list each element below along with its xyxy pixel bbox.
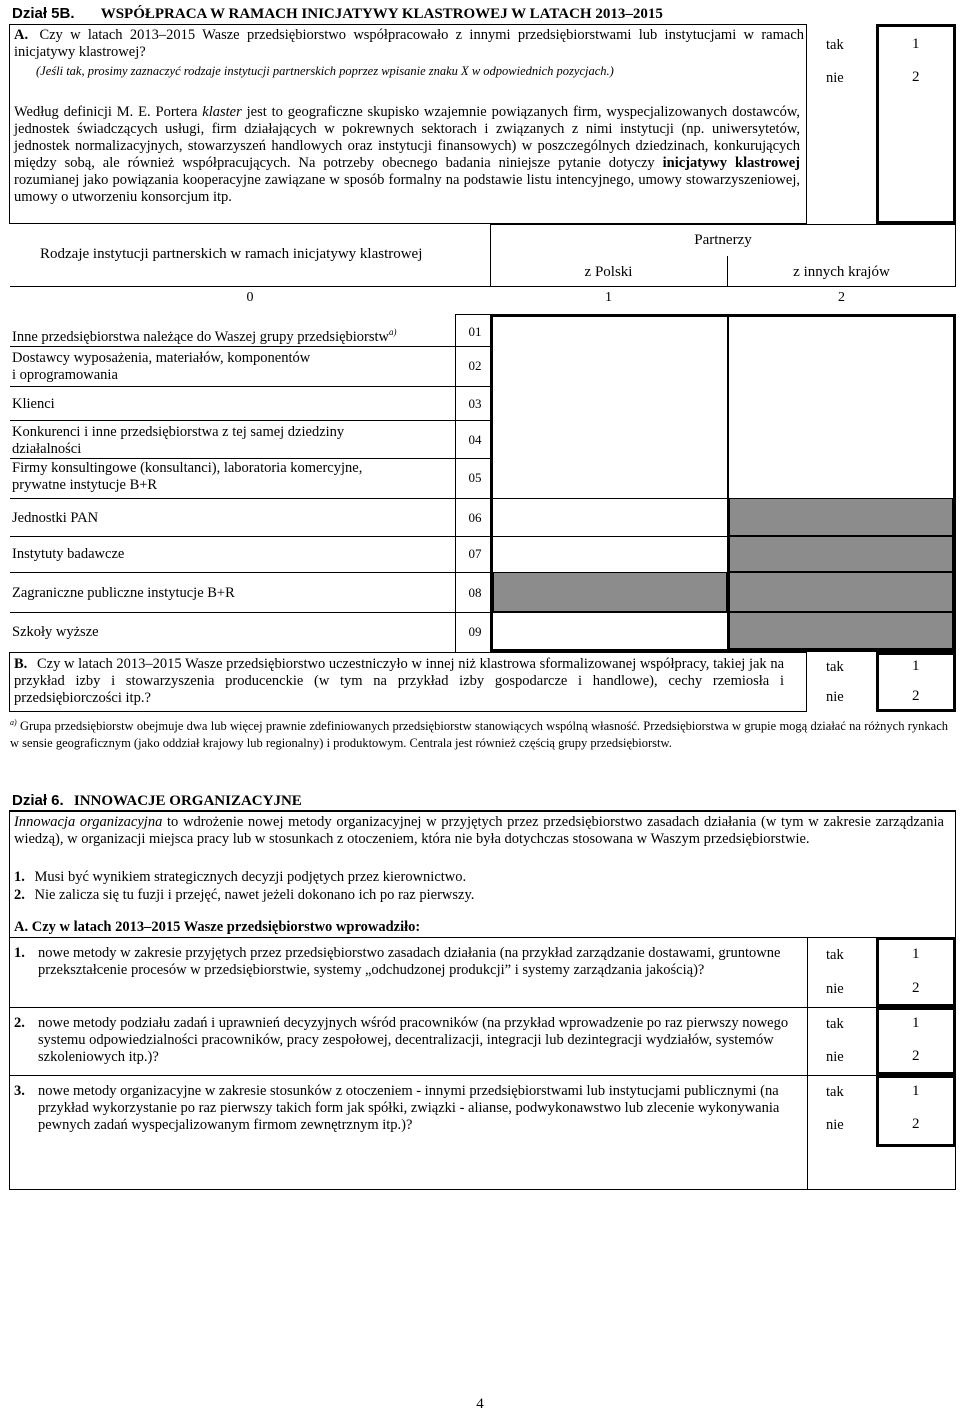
item-1-no-code: 2 bbox=[912, 980, 920, 996]
row-7-code: 07 bbox=[468, 546, 482, 561]
item-3-yes-code: 1 bbox=[912, 1083, 920, 1099]
item-1-yes-label: tak bbox=[826, 947, 844, 963]
row-2-label-a: Dostawcy wyposażenia, materiałów, komponentów bbox=[12, 350, 311, 366]
item-1-no-label: nie bbox=[826, 981, 844, 997]
table-row-5 bbox=[12, 460, 362, 494]
page-number: 4 bbox=[476, 1396, 484, 1412]
table-col-poland: z Polski bbox=[584, 264, 633, 280]
answer-a-yes-label: tak bbox=[826, 37, 844, 53]
section-6-question-a: A. Czy w latach 2013–2015 Wasze przedsiębiorstwo wprowadziło: bbox=[14, 919, 421, 935]
definition-text-3: rozumianej jako powiązania kooperacyjne zawiązane w sposób formalny na podstawie listu intencyjnego, umowy stowarzyszeniowej, umowy o utworzeniu konsorcjum itp. bbox=[14, 172, 800, 205]
row-4-label-a: Konkurenci i inne przedsiębiorstwa z tej samej dziedziny bbox=[12, 424, 345, 440]
answer-a-no-code: 2 bbox=[912, 69, 920, 85]
answer-b-yes-code: 1 bbox=[912, 658, 920, 674]
rule-2 bbox=[14, 887, 474, 904]
question-b-label: B. bbox=[14, 656, 28, 672]
definition-text-2: jest to geograficzne skupisko wzajemnie powiązanych firm, wyspecjalizowanych dostawców, jednostek świadczących usługi, firm działających w pokrewnych sektorach i związanych z nimi instytucji (np. uniwersytetów, jednostek normalizacyjnych, stowarzyszeń handlowych oraz instytucji finansowych) w poszczególnych dziedzinach, konkurujących między sobą, ale również współpracujących. Na potrzeby obecnego badania niniejsze pytanie dotyczy bbox=[14, 104, 800, 171]
row-2-label-b: i oprogramowania bbox=[12, 367, 118, 383]
row-1-code: 01 bbox=[468, 324, 482, 339]
rule-1-num: 1. bbox=[14, 869, 25, 885]
answer-b-no-code: 2 bbox=[912, 688, 920, 704]
section-6-header bbox=[12, 792, 302, 810]
rule-2-num: 2. bbox=[14, 887, 25, 903]
entry-cells-abroad[interactable] bbox=[729, 317, 953, 498]
footnote-mark: a) bbox=[10, 718, 17, 727]
table-row-9: Szkoły wyższe bbox=[12, 624, 99, 640]
intro-italic: Innowacja organizacyjna bbox=[14, 814, 163, 830]
definition-text-1: Według definicji M. E. Portera bbox=[14, 104, 203, 120]
definition-italic: klaster bbox=[202, 104, 242, 120]
item-2-yes-code: 1 bbox=[912, 1015, 920, 1031]
shaded-cell-08 bbox=[493, 572, 727, 612]
answer-a-yes-code: 1 bbox=[912, 36, 920, 52]
item-2-no-code: 2 bbox=[912, 1048, 920, 1064]
shaded-cell-09 bbox=[729, 612, 953, 649]
answer-b-no-label: nie bbox=[826, 689, 844, 705]
item-3-yes-label: tak bbox=[826, 1084, 844, 1100]
section-6-intro bbox=[14, 814, 944, 848]
table-row-3: Klienci bbox=[12, 396, 55, 412]
row-4-code: 04 bbox=[468, 432, 482, 447]
item-3-no-code: 2 bbox=[912, 1116, 920, 1132]
definition-bold: inicjatywy klastrowej bbox=[662, 155, 800, 171]
question-b bbox=[14, 656, 784, 707]
item-2-no-label: nie bbox=[826, 1049, 844, 1065]
answer-box-a[interactable] bbox=[876, 24, 956, 224]
item-1-yes-code: 1 bbox=[912, 946, 920, 962]
row-5-label-a: Firmy konsultingowe (konsultanci), laboratoria komercyjne, bbox=[12, 460, 363, 476]
section-5b-title: WSPÓŁPRACA W RAMACH INICJATYWY KLASTROWEJ W LATACH 2013–2015 bbox=[100, 6, 663, 22]
answer-a-no-label: nie bbox=[826, 70, 844, 86]
row-9-code: 09 bbox=[468, 624, 482, 639]
row-5-code: 05 bbox=[468, 470, 482, 485]
answer-b-yes-label: tak bbox=[826, 659, 844, 675]
col-index-1: 1 bbox=[605, 290, 612, 305]
intro-text: to wdrożenie nowej metody organizacyjnej w przyjętych przez przedsiębiorstwo zasadach działania (w tym w zakresie zarządzania wiedzą), w organizacji miejsca pracy lub w stosunkach z otoczeniem, która nie była dotychczas stosowana w Waszym przedsiębiorstwie. bbox=[14, 814, 944, 847]
row-6-code: 06 bbox=[468, 510, 482, 525]
rule-2-text: Nie zalicza się tu fuzji i przejęć, nawet jeżeli dokonano ich po raz pierwszy. bbox=[34, 887, 475, 903]
rule-1 bbox=[14, 869, 466, 886]
item-2-text: nowe metody podziału zadań i uprawnień decyzyjnych wśród pracowników (na przykład wprowadzenie po raz pierwszy nowego systemu odpowiedzialności pracowników, pracy zespołowej, decentralizacji, integracji lub dezintegracji wydziałów, systemów szkoleniowych itp.)? bbox=[38, 1015, 789, 1065]
row-1-footnote-mark: a) bbox=[389, 327, 397, 337]
section-5b-header bbox=[12, 5, 663, 23]
section-6-prefix: Dział 6. bbox=[12, 792, 64, 809]
table-row-2 bbox=[12, 350, 310, 384]
cluster-definition bbox=[14, 104, 800, 206]
item-3-text: nowe metody organizacyjne w zakresie stosunków z otoczeniem - innymi przedsiębiorstwami lub instytucjami publicznymi (na przykład wykorzystanie po raz pierwszy takich form jak spółki, związki - alianse, podwykonawstwo lub zlecenie wykonywania pewnych zadań wyspecjalizowanym firmom zewnętrznym itp.)? bbox=[38, 1083, 780, 1133]
question-a-label: A. bbox=[14, 27, 29, 43]
item-2-yes-label: tak bbox=[826, 1016, 844, 1032]
section-6-title: INNOWACJE ORGANIZACYJNE bbox=[73, 793, 302, 809]
table-row-7: Instytuty badawcze bbox=[12, 546, 125, 562]
table-row-4 bbox=[12, 424, 344, 458]
item-3 bbox=[14, 1083, 794, 1134]
shaded-cell-08b bbox=[729, 572, 953, 612]
col-index-0: 0 bbox=[246, 290, 254, 305]
table-col-abroad: z innych krajów bbox=[793, 264, 890, 280]
table-group-header: Partnerzy bbox=[694, 232, 752, 248]
item-3-num: 3. bbox=[14, 1083, 25, 1099]
question-a-text: Czy w latach 2013–2015 Wasze przedsiębiorstwo współpracowało z innymi przedsiębiorstwami lub instytucjami w ramach inicjatywy klastrowej? bbox=[14, 27, 805, 60]
item-1-num: 1. bbox=[14, 945, 25, 961]
row-1-label: Inne przedsiębiorstwa należące do Waszej grupy przedsiębiorstw bbox=[12, 328, 390, 345]
footnote bbox=[10, 714, 948, 752]
shaded-cell-07 bbox=[729, 536, 953, 572]
rule-1-text: Musi być wynikiem strategicznych decyzji podjętych przez kierownictwo. bbox=[34, 869, 467, 885]
question-b-text: Czy w latach 2013–2015 Wasze przedsiębiorstwo uczestniczyło w innej niż klastrowa sformalizowanej współpracy, takiej jak na przykład izby i stowarzyszenia producenckie (w tym na przykład izby gospodarcze i handlowe), cechy rzemiosła i przedsiębiorczości itp.? bbox=[14, 656, 785, 706]
shaded-cell-06 bbox=[729, 498, 953, 536]
item-1 bbox=[14, 945, 794, 979]
table-row-header: Rodzaje instytucji partnerskich w ramach inicjatywy klastrowej bbox=[40, 246, 423, 262]
table-row-1 bbox=[12, 324, 397, 346]
footnote-text: Grupa przedsiębiorstw obejmuje dwa lub więcej prawnie zdefiniowanych przedsiębiorstw stanowiących wspólną własność. Przedsiębiorstwa w grupie mogą działać na różnych rynkach w sensie geograficznym (jako oddział krajowy lub regionalny) i produktowym. Centrala jest również częścią grupy przedsiębiorstw. bbox=[10, 719, 948, 751]
table-row-6: Jednostki PAN bbox=[12, 510, 99, 526]
entry-cells-poland[interactable] bbox=[493, 317, 727, 498]
item-2 bbox=[14, 1015, 794, 1066]
row-3-code: 03 bbox=[468, 396, 482, 411]
row-2-code: 02 bbox=[468, 358, 482, 373]
row-8-code: 08 bbox=[468, 585, 482, 600]
question-a-note: (Jeśli tak, prosimy zaznaczyć rodzaje instytucji partnerskich poprzez wpisanie znaku X w odpowiednich pozycjach.) bbox=[36, 64, 614, 78]
col-index-2: 2 bbox=[838, 290, 845, 305]
row-4-label-b: działalności bbox=[12, 441, 82, 457]
section-5b-prefix: Dział 5B. bbox=[12, 5, 75, 22]
item-2-num: 2. bbox=[14, 1015, 25, 1031]
question-a bbox=[14, 27, 804, 79]
item-1-text: nowe metody w zakresie przyjętych przez przedsiębiorstwo zasadach działania (na przykład zarządzanie dostawami, gruntowne przekształcenie procesów w przedsiębiorstwie, systemy „odchudzonej produkcji” i systemy zarządzania jakością)? bbox=[38, 945, 781, 978]
item-3-no-label: nie bbox=[826, 1117, 844, 1133]
table-row-8: Zagraniczne publiczne instytucje B+R bbox=[12, 585, 235, 601]
row-5-label-b: prywatne instytucje B+R bbox=[12, 477, 158, 493]
